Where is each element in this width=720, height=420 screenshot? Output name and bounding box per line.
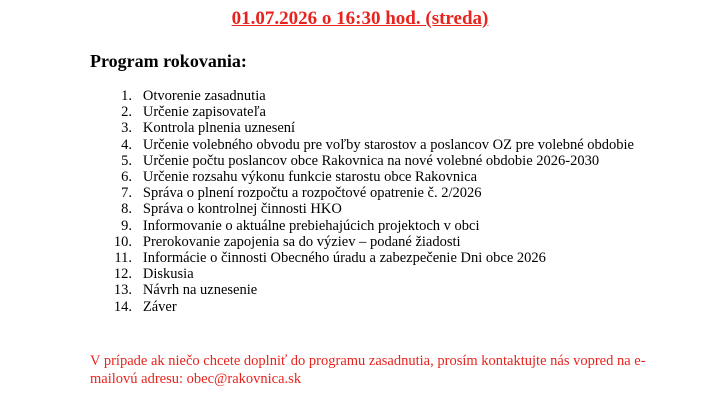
agenda-item-number: 2.: [121, 104, 132, 121]
agenda-item-12: [100, 266, 634, 282]
agenda-item-text: Záver: [132, 298, 177, 315]
agenda-item-14: [100, 299, 634, 315]
agenda-item-11: [100, 250, 634, 266]
agenda-item-text: Určenie počtu poslancov obce Rakovnica na nové volebné obdobie 2026-2030: [132, 152, 600, 169]
agenda-item-3: [100, 120, 634, 136]
agenda-item-text: Správa o kontrolnej činnosti HKO: [132, 201, 342, 218]
agenda-item-number: 7.: [121, 185, 132, 202]
agenda-item-9: [100, 218, 634, 234]
agenda-item-number: 11.: [114, 250, 132, 267]
agenda-item-text: Určenie volebného obvodu pre voľby starostov a poslancov OZ pre volebné obdobie: [132, 136, 634, 153]
agenda-item-text: Informácie o činnosti Obecného úradu a zabezpečenie Dni obce 2026: [132, 250, 546, 267]
agenda-item-2: [100, 104, 634, 120]
contact-note: [90, 352, 650, 388]
agenda-item-number: 9.: [121, 217, 132, 234]
program-heading: Program rokovania:: [90, 51, 247, 71]
agenda-item-4: [100, 137, 634, 153]
agenda-item-number: 6.: [121, 169, 132, 186]
agenda-item-number: 14.: [113, 298, 132, 315]
agenda-item-number: 10.: [113, 233, 132, 250]
agenda-item-13: [100, 282, 634, 298]
agenda-item-text: Určenie zapisovateľa: [132, 104, 266, 121]
agenda-item-text: Informovanie o aktuálne prebiehajúcich projektoch v obci: [132, 217, 480, 234]
agenda-item-10: [100, 234, 634, 250]
agenda-item-number: 12.: [113, 266, 132, 283]
agenda-item-number: 8.: [121, 201, 132, 218]
agenda-item-6: [100, 169, 634, 185]
agenda-item-text: Určenie rozsahu výkonu funkcie starostu obce Rakovnica: [132, 169, 478, 186]
agenda-item-text: Kontrola plnenia uznesení: [132, 120, 296, 137]
agenda-list: [100, 88, 634, 315]
agenda-item-text: Prerokovanie zapojenia sa do výziev – podané žiadosti: [132, 233, 461, 250]
contact-email-link[interactable]: obec@rakovnica.sk: [186, 371, 302, 387]
agenda-item-number: 13.: [113, 282, 132, 299]
agenda-item-5: [100, 153, 634, 169]
agenda-item-text: Správa o plnení rozpočtu a rozpočtové opatrenie č. 2/2026: [132, 185, 482, 202]
agenda-item-text: Otvorenie zasadnutia: [132, 88, 266, 104]
agenda-item-number: 5.: [121, 152, 132, 169]
agenda-item-text: Diskusia: [132, 266, 194, 283]
agenda-item-number: 4.: [121, 136, 132, 153]
agenda-item-1: [100, 88, 634, 104]
contact-note-text: V prípade ak niečo chcete doplniť do programu zasadnutia, prosím kontaktujte nás vopred na e-mailovú adresu:: [90, 353, 646, 387]
agenda-item-7: [100, 185, 634, 201]
agenda-item-8: [100, 201, 634, 217]
agenda-item-number: 3.: [121, 120, 132, 137]
meeting-date-heading: 01.07.2026 o 16:30 hod. (streda): [231, 8, 489, 29]
agenda-item-text: Návrh na uznesenie: [132, 282, 258, 299]
agenda-item-number: 1.: [121, 88, 132, 104]
